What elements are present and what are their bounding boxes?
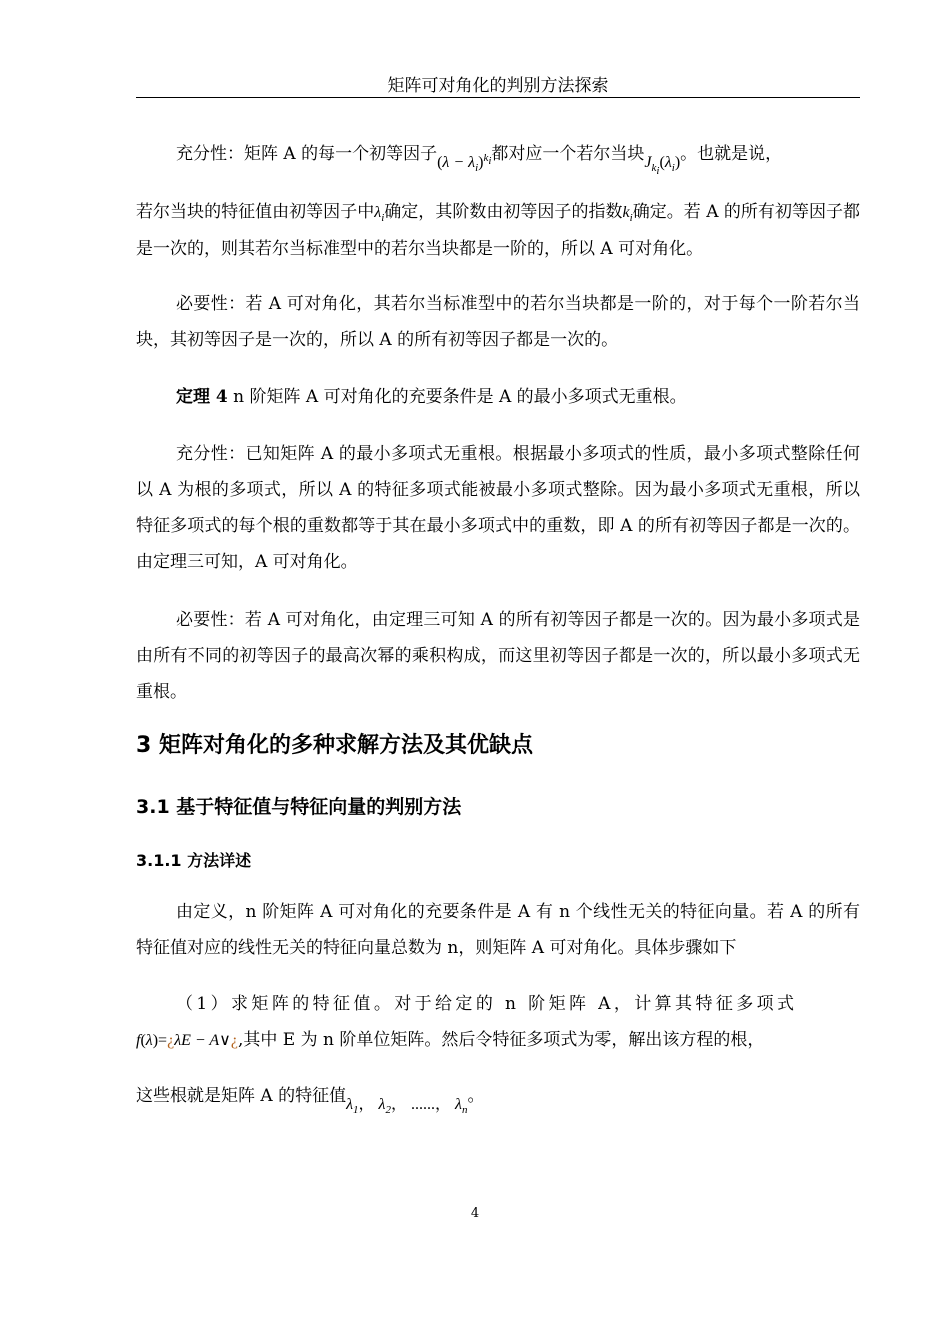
k-i-symbol: $k_i$ xyxy=(622,204,633,225)
section-3-1-1-heading: 3.1.1 方法详述 xyxy=(136,851,252,870)
step1-line2: f(λ)=¿λE − A∨¿,其中 E 为 n 阶单位矩阵。然后令特征多项式为零，解出该方程的根， xyxy=(136,1030,765,1050)
lambda-i-symbol: $\lambda_i$ xyxy=(374,204,385,225)
thm3-sufficiency-line2: 若尔当块的特征值由初等因子中$\lambda_i$确定，其阶数由初等因子的指数$k_i$确定。若 A 的所有初等因子都是一次的，则其若尔当标准型中的若尔当块都是一阶的，所以 A 可对角化。 xyxy=(136,202,861,259)
elementary-factor-formula: $(\lambda - \lambda_i)^{k_i}$ xyxy=(437,151,492,175)
thm3-sufficiency-line1: 充分性：矩阵 A 的每一个初等因子$(\lambda - \lambda_i)^{k_i}$都对应一个若尔当块$J_{k_i}(\lambda_i)$。也就是说， xyxy=(176,144,783,178)
theorem-label: 定理 4 xyxy=(176,387,228,407)
thm4-necessity: 必要性：若 A 可对角化，由定理三可知 A 的所有初等因子都是一次的。因为最小多项式是由所有不同的初等因子的最高次幂的乘积构成，而这里初等因子都是一次的，所以最小多项式无重根。 xyxy=(136,610,860,702)
running-header: 矩阵可对角化的判别方法探索 xyxy=(387,76,609,96)
step1-line3: 这些根就是矩阵 A 的特征值$\lambda_1$， $\lambda_2$， ......， $\lambda_n$。 xyxy=(136,1086,485,1117)
theorem-4: 定理 4 n 阶矩阵 A 可对角化的充要条件是 A 的最小多项式无重根。 xyxy=(176,387,687,407)
page-number: 4 xyxy=(470,1206,480,1221)
jordan-block-formula: $J_{k_i}(\lambda_i)$ xyxy=(644,154,681,178)
thm3-necessity: 必要性：若 A 可对角化，其若尔当标准型中的若尔当块都是一阶的，对于每个一阶若尔当块，其初等因子是一次的，所以 A 的所有初等因子都是一次的。 xyxy=(136,294,860,350)
method-intro: 由定义，n 阶矩阵 A 可对角化的充要条件是 A 有 n 个线性无关的特征向量。若 A 的所有特征值对应的线性无关的特征向量总数为 n，则矩阵 A 可对角化。具体步骤如下 xyxy=(136,902,860,958)
char-poly-formula: f(λ)=¿λE − A∨¿ xyxy=(136,1032,238,1049)
thm4-sufficiency: 充分性：已知矩阵 A 的最小多项式无重根。根据最小多项式的性质，最小多项式整除任何以 A 为根的多项式，所以 A 的特征多项式能被最小多项式整除。因为最小多项式无重根，所以特征多项式的每个根的重数都等于其在最小多项式中的重数，即 A 的所有初等因子都是一次的。由定理三可知，A 可对角化。 xyxy=(136,444,860,572)
header-rule xyxy=(136,97,860,98)
section-3-heading: 3 矩阵对角化的多种求解方法及其优缺点 xyxy=(136,733,533,758)
step1-line1: （1）求矩阵的特征值。对于给定的 n 阶矩阵 A，计算其特征多项式 xyxy=(176,994,798,1014)
section-3-1-heading: 3.1 基于特征值与特征向量的判别方法 xyxy=(136,796,462,818)
eigenvalues-list: $\lambda_1$， $\lambda_2$， ......， $\lambda_n$ xyxy=(346,1096,468,1117)
